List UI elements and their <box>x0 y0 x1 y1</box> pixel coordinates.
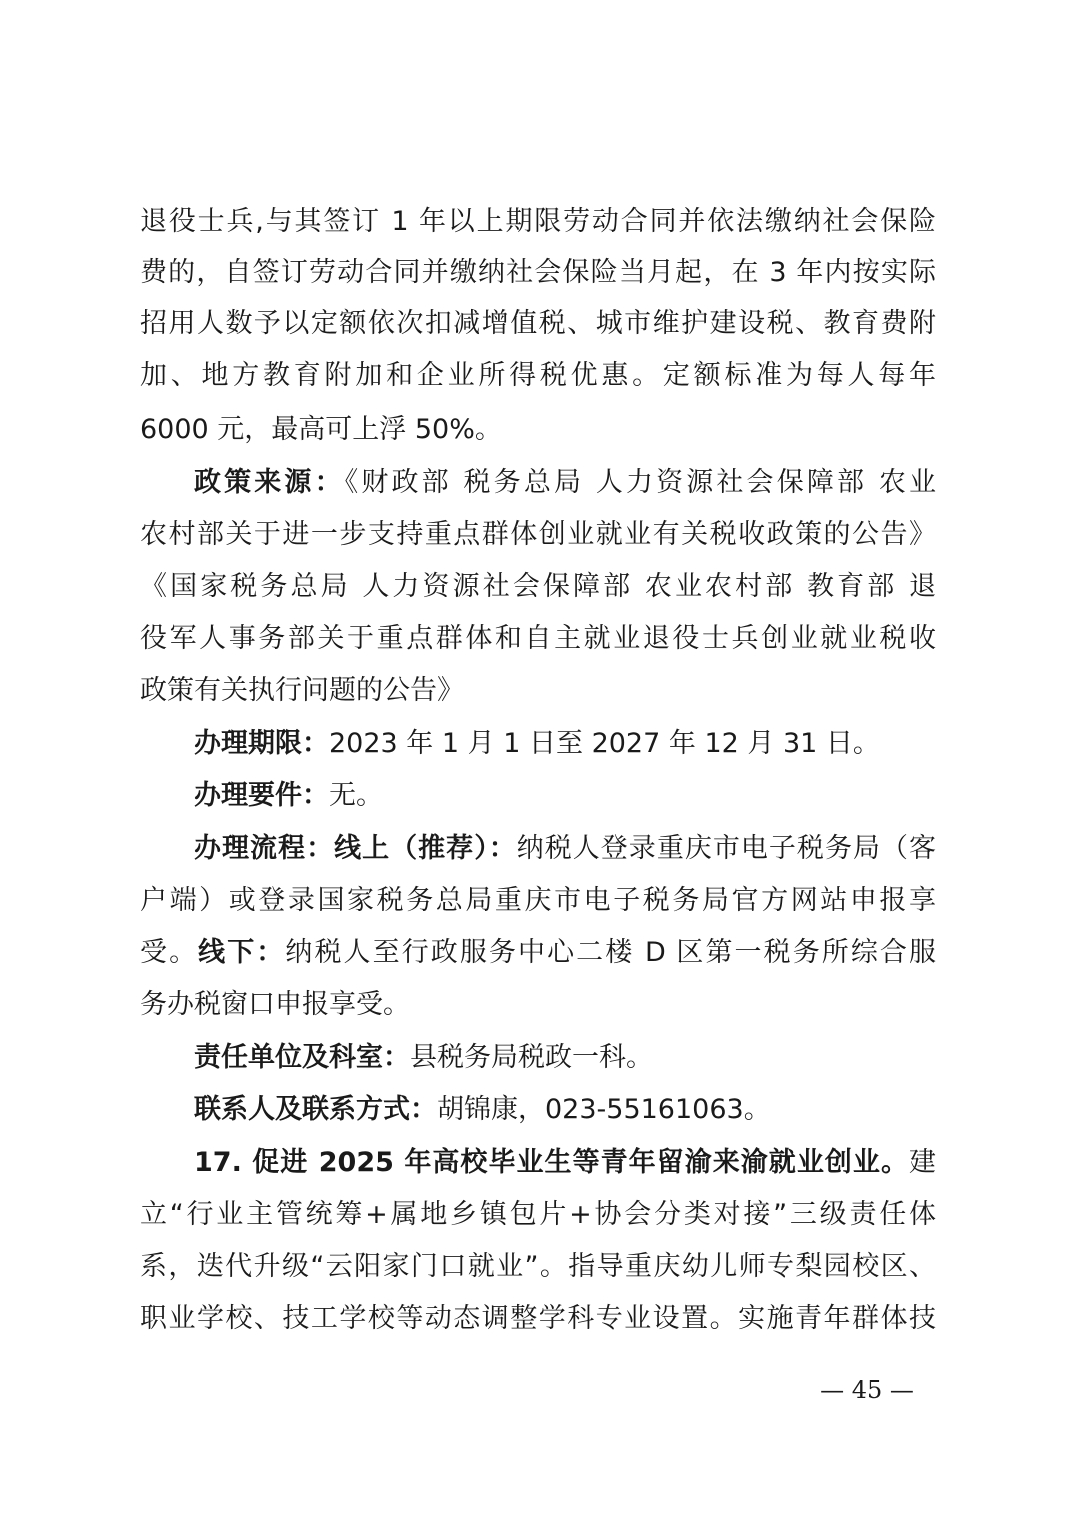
process-label: 办理流程：线上（推荐）： <box>194 833 517 864</box>
body-line-3: 招用人数予以定额依次扣减增值税、城市维护建设税、教育费附 <box>140 308 936 339</box>
policy-source-text: 《财政部 税务总局 人力资源社会保障部 农业 <box>344 467 937 498</box>
process-text: 纳税人登录重庆市电子税务局（客 <box>516 833 937 864</box>
item17-line-4: 职业学校、技工学校等动态调整学科专业设置。实施青年群体技 <box>140 1303 936 1334</box>
process-offline-text: 纳税人至行政服务中心二楼 D 区第一税务所综合服 <box>285 937 937 968</box>
policy-source-line-5: 政策有关执行问题的公告》 <box>140 675 464 706</box>
process-line-3 <box>140 927 936 979</box>
contact-label: 联系人及联系方式： <box>194 1094 437 1125</box>
requirements-line <box>194 770 936 822</box>
process-line3-prefix: 受。 <box>140 937 199 968</box>
body-line-5: 6000 元，最高可上浮 50%。 <box>140 414 502 445</box>
responsible-unit-text: 县税务局税政一科。 <box>410 1042 653 1073</box>
page-number: — 45 — <box>820 1376 914 1404</box>
body-line-4: 加、地方教育附加和企业所得税优惠。定额标准为每人每年 <box>140 360 936 391</box>
contact-text: 胡锦康，023-55161063。 <box>437 1094 771 1125</box>
policy-source-label: 政策来源： <box>194 467 345 498</box>
item17-line-1 <box>194 1137 936 1189</box>
deadline-label: 办理期限： <box>194 728 329 759</box>
responsible-unit-line <box>194 1032 936 1084</box>
policy-source-line-2: 农村部关于进一步支持重点群体创业就业有关税收政策的公告》 <box>140 519 936 550</box>
requirements-text: 无。 <box>329 780 383 811</box>
deadline-line <box>194 718 936 770</box>
responsible-unit-label: 责任单位及科室： <box>194 1042 410 1073</box>
requirements-label: 办理要件： <box>194 780 329 811</box>
body-line-1: 退役士兵,与其签订 1 年以上期限劳动合同并依法缴纳社会保险 <box>140 206 936 237</box>
body-line-2: 费的，自签订劳动合同并缴纳社会保险当月起，在 3 年内按实际 <box>140 257 936 288</box>
process-line-1 <box>194 823 936 875</box>
item17-line-2: 立“行业主管统筹+属地乡镇包片+协会分类对接”三级责任体 <box>140 1199 936 1230</box>
policy-source-line <box>194 457 936 509</box>
item17-text: 建 <box>909 1147 936 1178</box>
item17-line-3: 系，迭代升级“云阳家门口就业”。指导重庆幼儿师专梨园校区、 <box>140 1251 936 1282</box>
policy-source-line-3: 《国家税务总局 人力资源社会保障部 农业农村部 教育部 退 <box>140 571 936 602</box>
process-offline-label: 线下： <box>198 937 286 968</box>
policy-source-line-4: 役军人事务部关于重点群体和自主就业退役士兵创业就业税收 <box>140 623 936 654</box>
item17-heading: 17. 促进 2025 年高校毕业生等青年留渝来渝就业创业。 <box>194 1147 909 1178</box>
process-line-4: 务办税窗口申报享受。 <box>140 989 410 1020</box>
process-line-2: 户端）或登录国家税务总局重庆市电子税务局官方网站申报享 <box>140 885 936 916</box>
contact-line <box>194 1084 936 1136</box>
deadline-text: 2023 年 1 月 1 日至 2027 年 12 月 31 日。 <box>329 728 880 759</box>
